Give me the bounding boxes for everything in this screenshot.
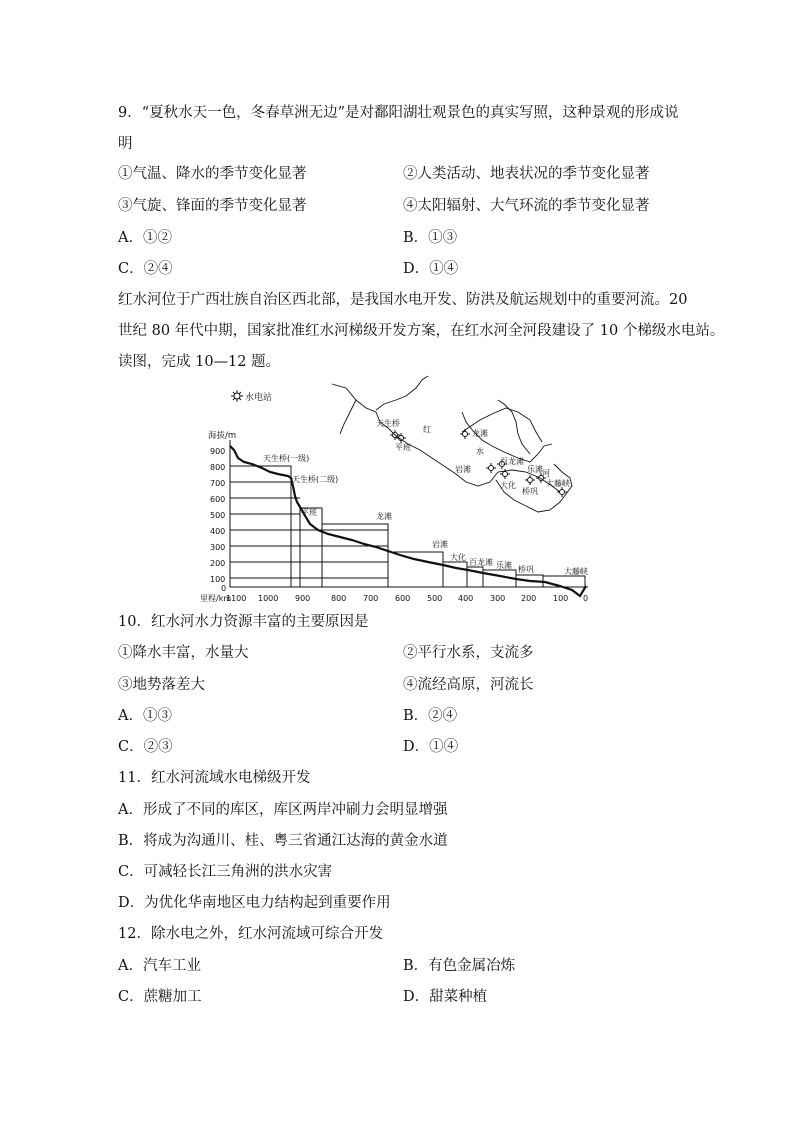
west-branch-path [340,400,356,434]
x-tick-100: 100 [553,594,569,603]
q10-option-1: ①降水丰富，水量大 [118,645,249,661]
x-tick-400: 400 [458,594,474,603]
reservoir-yantan [388,552,443,587]
map-label-qiaogong: 桥巩 [522,487,538,496]
profile-label-letan: 乐滩 [496,561,512,570]
q10-option-4: ④流经高原，河流长 [403,677,534,693]
q10-choice-c: C．②③ [118,739,173,755]
q9-stem-line1: 9．“夏秋水天一色，冬春草洲无边”是对鄱阳湖壮观景色的真实写照，这种景观的形成说 [118,105,679,121]
profile-label-longtan: 龙滩 [376,512,392,521]
x-tick-600: 600 [395,594,411,603]
profile-label-tianshengqiao-2: 天生桥(二级) [292,475,339,484]
reservoir-datengxia [543,576,585,587]
legend [231,390,272,403]
reservoir-pingban [300,508,322,587]
x-tick-300: 300 [490,594,506,603]
map-label-datengxia: 大藤峡 [546,479,570,488]
intro-line2: 世纪 80 年代中期，国家批准红水河梯级开发方案，在红水河全河段建设了 10 个梯级水电站。 [118,323,725,339]
main-river-path [332,384,560,492]
x-tick-500: 500 [427,594,443,603]
y-ticks [210,447,226,593]
q9-option-1: ①气温、降水的季节变化显著 [118,166,307,182]
q9-choice-b: B．①③ [403,230,458,246]
upper-tributary-path [376,376,428,410]
q9-stem-line2: 明 [118,136,133,152]
q11-choice-b: B．将成为沟通川、桂、粤三省通江达海的黄金水道 [118,833,448,849]
q11-stem: 11．红水河流域水电梯级开发 [118,770,311,786]
profile-label-yantan: 岩滩 [432,540,448,549]
x-tick-1100: 1100 [226,594,247,603]
reservoir-tianshengqiao-1 [230,466,291,587]
q11-choice-d: D．为优化华南地区电力结构起到重要作用 [118,895,391,911]
map-label-longtan: 龙滩 [472,429,488,438]
q11-choice-c: C．可减轻长江三角洲的洪水灾害 [118,864,333,880]
y-axis-label: 海拔/m [208,431,237,441]
q10-option-3: ③地势落差大 [118,677,205,693]
y-tick-600: 600 [210,495,226,504]
hydropower-station-icon [231,390,243,402]
y-tick-900: 900 [210,447,226,456]
y-tick-500: 500 [210,511,226,520]
x-tick-1000: 1000 [258,594,279,603]
map-label-bailongtan: 百龙滩 [500,457,524,466]
map-station-datengxia-icon [557,487,567,497]
map-label-tianshengqiao: 天生桥 [376,419,400,428]
map-label-hong: 红 [423,425,431,434]
y-tick-100: 100 [210,575,226,584]
x-tick-800: 800 [331,594,347,603]
q9-option-3: ③气旋、锋面的季节变化显著 [118,198,307,214]
profile-label-qiaogong: 桥巩 [518,565,534,574]
x-tick-900: 900 [295,594,311,603]
q9-option-2: ②人类活动、地表状况的季节变化显著 [403,166,650,182]
y-tick-0: 0 [221,584,227,593]
q9-choice-c: C．②④ [118,261,173,277]
q10-choice-d: D．①④ [403,739,459,755]
map-label-yantan: 岩滩 [455,465,471,474]
y-tick-300: 300 [210,543,226,552]
hongshui-river-figure [200,374,600,608]
y-tick-400: 400 [210,527,226,536]
q9-choice-a: A．①② [118,230,172,246]
map-label-he: 河 [542,469,550,478]
y-tick-200: 200 [210,559,226,568]
q12-choice-b: B．有色金属冶炼 [403,958,516,974]
x-tick-0: 0 [583,594,589,603]
q12-choice-d: D．甜菜种植 [403,989,488,1005]
q10-stem: 10．红水河水力资源丰富的主要原因是 [118,614,369,630]
profile-label-datengxia: 大藤峡 [564,567,588,576]
profile-label-tianshengqiao-1: 天生桥(一级) [263,454,310,463]
profile-label-dahua: 大化 [450,553,466,562]
profile-label-bailongtan: 百龙滩 [469,558,493,567]
x-tick-200: 200 [521,594,537,603]
map-label-shui: 水 [476,447,484,456]
x-tick-700: 700 [363,594,379,603]
x-ticks [200,594,588,603]
map-station-yantan-icon [486,463,496,473]
y-tick-700: 700 [210,479,226,488]
q9-option-4: ④太阳辐射、大气环流的季节变化显著 [403,198,650,214]
q10-choice-b: B．②④ [403,708,458,724]
q12-stem: 12．除水电之外，红水河流域可综合开发 [118,926,383,942]
x-axis-label: 里程/km [200,594,232,603]
map-station-longtan-icon [460,429,470,439]
q11-choice-a: A．形成了不同的库区，库区两岸冲刷力会明显增强 [118,802,448,818]
q12-choice-c: C．蔗糖加工 [118,989,202,1005]
northeast-tributary-path [498,400,530,454]
y-tick-800: 800 [210,463,226,472]
q10-option-2: ②平行水系，支流多 [403,645,534,661]
map-label-letan: 乐滩 [527,465,543,474]
map-label-dahua: 大化 [500,481,516,490]
q9-choice-d: D．①④ [403,261,459,277]
map-station-letan-icon [525,475,535,485]
intro-line1: 红水河位于广西壮族自治区西北部，是我国水电开发、防洪及航运规划中的重要河流。20 [118,292,688,308]
legend-label: 水电站 [245,393,273,403]
q10-choice-a: A．①③ [118,708,172,724]
profile-label-pingban: 平班 [301,508,317,517]
map-label-pingban: 平班 [395,443,411,452]
intro-line3: 读图，完成 10—12 题。 [118,354,281,370]
q12-choice-a: A．汽车工业 [118,958,201,974]
